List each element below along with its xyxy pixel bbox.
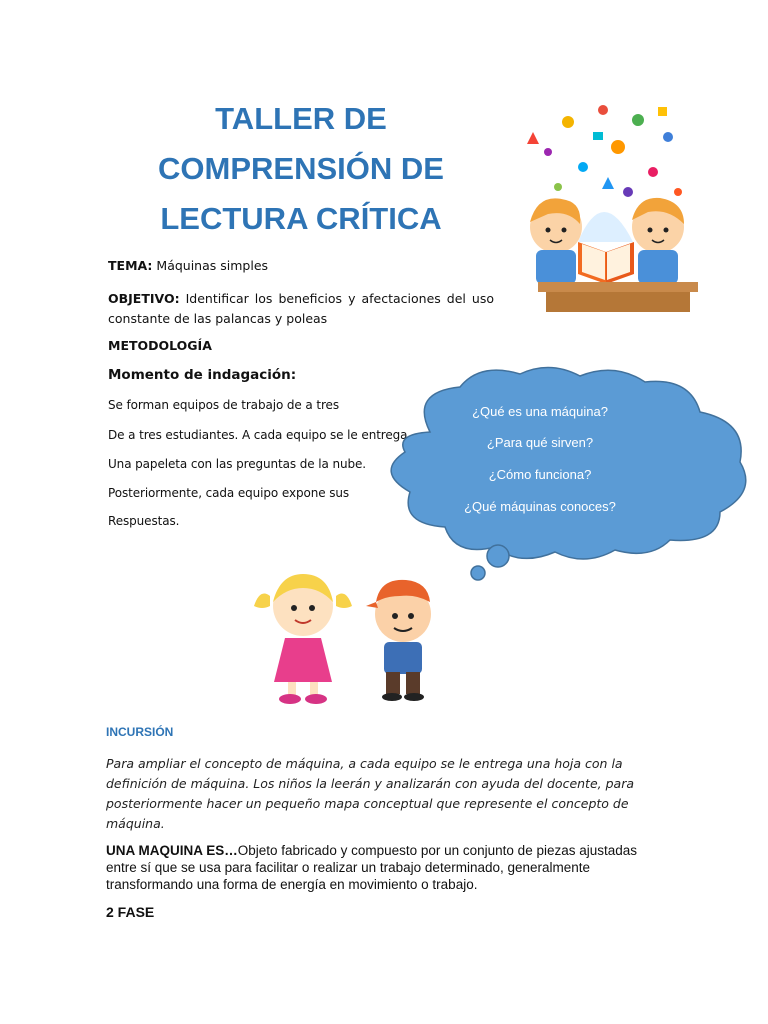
incursion-heading: INCURSIÓN bbox=[106, 725, 174, 739]
objetivo-label: OBJETIVO: bbox=[108, 291, 180, 306]
cloud-question: ¿Cómo funciona? bbox=[488, 467, 592, 482]
page-title: TALLER DE COMPRENSIÓN DE LECTURA CRÍTICA bbox=[158, 101, 444, 236]
incursion-paragraph: Para ampliar el concepto de máquina, a cada equipo se le entrega una hoja con la definición de máquina. Los niños la leerán y analizarán con ayuda del docente, para posteriormente hacer un pequeño mapa conceptual que represente el concepto de máquina. bbox=[106, 756, 634, 831]
girl-and-boy-illustration bbox=[240, 566, 465, 708]
metodologia-heading: METODOLOGÍA bbox=[108, 338, 212, 353]
step-line: Respuestas. bbox=[108, 514, 180, 528]
tema-label: TEMA: bbox=[108, 258, 153, 273]
fase-heading: 2 FASE bbox=[106, 904, 155, 920]
step-line: Se forman equipos de trabajo de a tres bbox=[108, 398, 339, 412]
step-line: Una papeleta con las preguntas de la nube. bbox=[108, 457, 366, 471]
tema-value: Máquinas simples bbox=[156, 258, 269, 273]
tema-line bbox=[108, 258, 268, 273]
cloud-question: ¿Para qué sirven? bbox=[486, 435, 594, 450]
definition-paragraph bbox=[106, 842, 666, 893]
momento-heading: Momento de indagación: bbox=[108, 367, 297, 383]
definition-text: Objeto fabricado y compuesto por un conjunto de piezas ajustadas entre sí que se usa para facilitar o realizar un trabajo determinado, generalmente transformando una forma de energía en movimiento o trabajo. bbox=[106, 843, 638, 892]
step-line: De a tres estudiantes. A cada equipo se le entrega bbox=[108, 428, 408, 442]
kids-reading-illustration bbox=[508, 92, 698, 314]
floating-symbols bbox=[527, 105, 682, 212]
objetivo-paragraph bbox=[108, 289, 494, 329]
cloud-question: ¿Qué es una máquina? bbox=[472, 404, 608, 419]
step-line: Posteriormente, cada equipo expone sus bbox=[108, 486, 350, 500]
definition-label: UNA MAQUINA ES… bbox=[106, 843, 238, 858]
cloud-question: ¿Qué máquinas conoces? bbox=[464, 499, 616, 514]
objetivo-value: Identificar los beneficios y afectaciones del uso constante de las palancas y poleas bbox=[108, 291, 494, 326]
